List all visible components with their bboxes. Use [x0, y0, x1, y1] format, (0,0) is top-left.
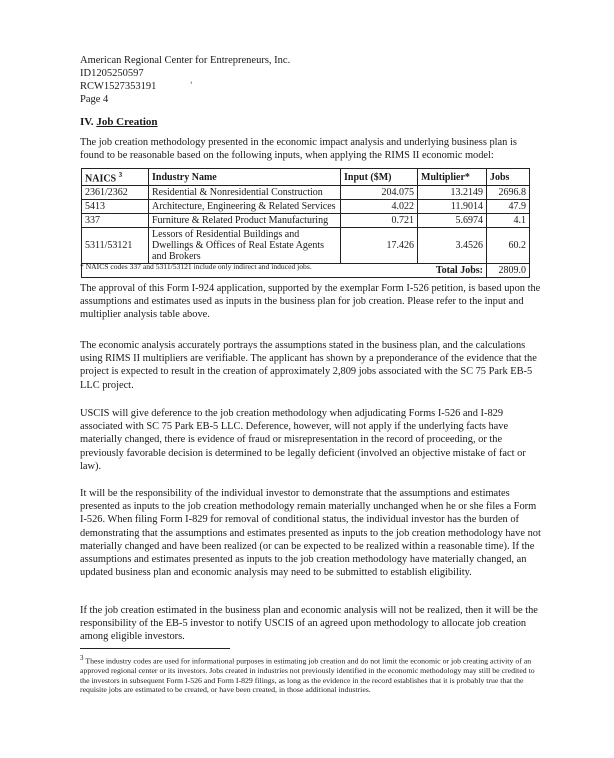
cell-industry: Residential & Nonresidential Construction	[149, 186, 341, 200]
col-naics: NAICS $^3$	[82, 169, 149, 186]
total-jobs-label: Total Jobs:	[82, 264, 487, 278]
cell-naics: 5413	[82, 200, 149, 214]
col-jobs: Jobs	[487, 169, 530, 186]
cell-input: 17.426	[341, 228, 418, 264]
cell-industry: Lessors of Residential Buildings and Dwellings & Offices of Real Estate Agents and Brokers	[149, 228, 341, 264]
footnote-text: These industry codes are used for informational purposes in estimating job creation and do not limit the economic or job creating activity of an approved regional center or its investors. Jobs created in industries not previously identified in the economic methodology may still be credited to the investors in subsequent Form I-526 and Form I-829 filings, as long as the evidence in the record establishes that it is probably true that the requisite jobs are estimated to be created, or have been created, in those additional industries.	[80, 656, 535, 695]
cell-industry: Furniture & Related Product Manufacturing	[149, 214, 341, 228]
cell-input: 204.075	[341, 186, 418, 200]
footnote	[80, 654, 544, 695]
cell-multiplier: 11.9014	[418, 200, 487, 214]
cell-multiplier: 13.2149	[418, 186, 487, 200]
col-input: Input ($M)	[341, 169, 418, 186]
col-industry: Industry Name	[149, 169, 341, 186]
header-organization: American Regional Center for Entrepreneurs, Inc.	[80, 55, 291, 66]
footnote-marker: 3	[80, 654, 84, 662]
cell-jobs: 60.2	[487, 228, 530, 264]
section-heading	[80, 116, 158, 128]
paragraph-approval: The approval of this Form I-924 application, supported by the exemplar Form I-526 petition, is based upon the assumptions and estimates used as inputs in the business plan for job creation. Please refer to the input and multiplier analysis table above.	[80, 283, 541, 321]
col-multiplier: Multiplier*	[418, 169, 487, 186]
stray-mark: ʻ	[190, 80, 193, 89]
cell-industry: Architecture, Engineering & Related Services	[149, 200, 341, 214]
section-number: IV.	[80, 116, 94, 128]
section-title: Job Creation	[96, 116, 158, 128]
table-row	[82, 228, 530, 264]
header-id: ID1205250597	[80, 68, 144, 79]
paragraph-job-allocation: If the job creation estimated in the business plan and economic analysis will not be realized, then it will be the responsibility of the EB-5 investor to notify USCIS of an agreed upon methodology to allocate job creation among eligible investors.	[80, 605, 538, 643]
table-row	[82, 186, 530, 200]
table-row	[82, 200, 530, 214]
paragraph-deference: USCIS will give deference to the job creation methodology when adjudicating Forms I-526 and I-829 associated with SC 75 Park EB-5 LLC. Deference, however, will not apply if the underlying facts have materially changed, there is evidence of fraud or misrepresentation in the record of proceeding, or the previously favorable decision is determined to be legally deficient (involved an objective mistake of fact or law).	[80, 408, 526, 472]
cell-input: 4.022	[341, 200, 418, 214]
paragraph-investor-responsibility: It will be the responsibility of the individual investor to demonstrate that the assumptions and estimates presented as inputs to the job creation methodology remain materially unchanged when he or she files a Form I-526. When filing Form I-829 for removal of conditional status, the individual investor has the burden of demonstrating that the assumptions and estimates presented as inputs to the job creation methodology have not materially changed and have been realized (or can be expected to be realized within a reasonable time). If the assumptions and estimates presented as inputs to the job creation methodology have materially changed, an updated business plan and economic analysis may need to be submitted to establish eligibility.	[80, 488, 541, 579]
cell-multiplier: 3.4526	[418, 228, 487, 264]
cell-naics: 337	[82, 214, 149, 228]
cell-jobs: 2696.8	[487, 186, 530, 200]
cell-multiplier: 5.6974	[418, 214, 487, 228]
total-jobs-value: 2809.0	[487, 264, 530, 278]
cell-jobs: 47.9	[487, 200, 530, 214]
header-rcw: RCW1527353191	[80, 81, 157, 92]
table-row	[82, 214, 530, 228]
table-note: * NAICS codes 337 and 5311/53121 include only indirect and induced jobs.	[80, 262, 312, 271]
cell-naics: 2361/2362	[82, 186, 149, 200]
intro-paragraph: The job creation methodology presented in the economic impact analysis and underlying business plan is found to be reasonable based on the following inputs, when applying the RIMS II economic model:	[80, 137, 517, 162]
footnote-divider	[80, 648, 230, 649]
paragraph-economic-analysis: The economic analysis accurately portrays the assumptions stated in the business plan, and the calculations using RIMS II multipliers are verifiable. The applicant has shown by a preponderance of the evidence that the project is expected to result in the creation of approximately 2,809 jobs associated with the SC 75 Park EB-5 LLC project.	[80, 340, 537, 391]
cell-jobs: 4.1	[487, 214, 530, 228]
cell-input: 0.721	[341, 214, 418, 228]
table-header-row	[82, 169, 530, 186]
letter-header	[80, 54, 290, 106]
cell-naics: 5311/53121	[82, 228, 149, 264]
header-page-number: Page 4	[80, 94, 109, 105]
